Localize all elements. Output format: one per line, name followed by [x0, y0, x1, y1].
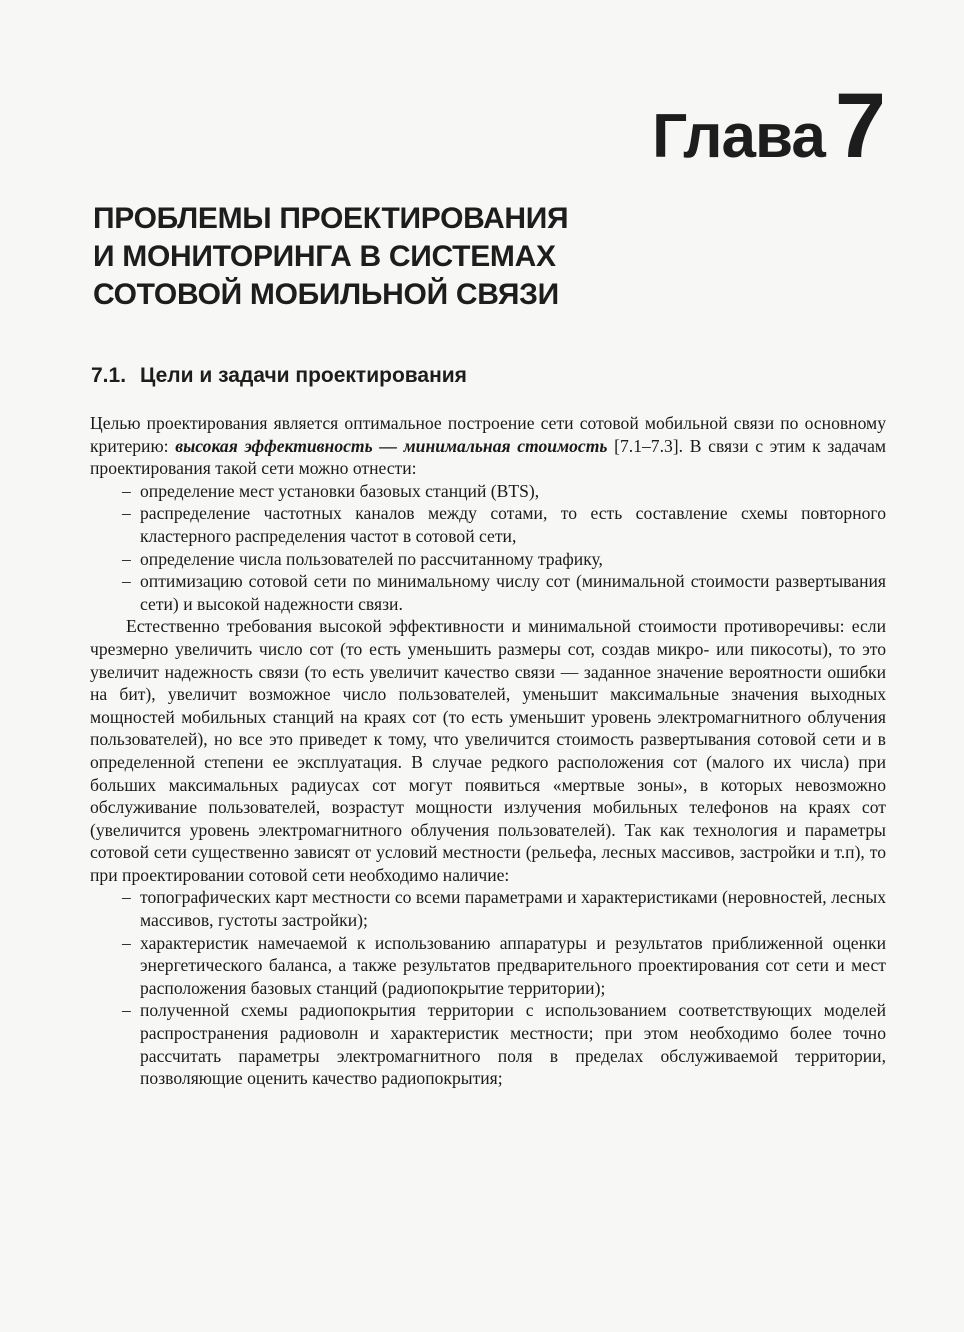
chapter-title [93, 200, 653, 314]
list-marker: – [122, 1000, 131, 1021]
list-marker: – [122, 932, 131, 953]
list-item [122, 886, 886, 931]
list-item [122, 999, 886, 1089]
section-number: 7.1. [91, 364, 127, 387]
chapter-word: Глава [652, 102, 825, 171]
list-marker: – [122, 571, 131, 592]
tasks-list [90, 480, 886, 616]
chapter-heading [652, 75, 886, 177]
list-item [122, 932, 886, 1000]
list-marker: – [122, 480, 131, 501]
list-item-text: определение мест установки базовых станций (BTS), [140, 480, 540, 501]
list-item-text: распределение частотных каналов между сотами, то есть составление схемы повторного кластерного распределения частот в сотовой сети, [140, 503, 886, 546]
chapter-number: 7 [834, 75, 886, 177]
list-item-text: характеристик намечаемой к использованию аппаратуры и результатов приближенной оценки энергетического баланса, а также результатов предварительного проектирования сот сети и мест расположения базовых станций (радиопокрытие территории); [140, 932, 886, 998]
requirements-list [90, 886, 886, 1089]
list-marker: – [122, 887, 131, 908]
chapter-title-line: ПРОБЛЕМЫ ПРОЕКТИРОВАНИЯ [93, 202, 569, 235]
list-item-text: полученной схемы радиопокрытия территории с использованием соответствующих моделей распространения радиоволн и характеристик местности; при этом необходимо более точно рассчитать параметры электромагнитного поля в пределах обслуживаемой территории, позволяющие оценить качество радиопокрытия; [140, 1000, 886, 1089]
list-item [122, 502, 886, 547]
list-item [122, 480, 886, 503]
body-text [90, 412, 886, 1090]
list-marker: – [122, 548, 131, 569]
main-paragraph: Естественно требования высокой эффективности и минимальной стоимости противоречивы: если чрезмерно увеличить число сот (то есть уменьшить размеры сот, создав микро- или пикосоты), то это увеличит надежность связи (то есть увеличит качество связи — заданное значение вероятности ошибки на бит), увеличит возможное число пользователей, уменьшит максимальные значения выходных мощностей мобильных станций на краях сот (то есть уменьшит уровень электромагнитного облучения пользователей), но все это приведет к тому, что увеличится стоимость развертывания сотовой сети и в определенной степени ее эксплуатация. В случае редкого расположения сот (малого их числа) при больших максимальных радиусах сот могут появиться «мертвые зоны», в которых невозможно обслуживание пользователей, возрастут мощности излучения мобильных телефонов на краях сот (увеличится уровень электромагнитного облучения пользователей). Так как технология и параметры сотовой сети существенно зависят от условий местности (рельефа, лесных массивов, застройки и т.п), то при проектировании сотовой сети необходимо наличие: [90, 616, 886, 885]
intro-text-end: [7.1–7.3]. В связи с этим к задачам проектирования такой сети можно отнести: [90, 435, 887, 479]
section-title: Цели и задачи проектирования [140, 364, 467, 387]
chapter-title-line: СОТОВОЙ МОБИЛЬНОЙ СВЯЗИ [93, 278, 559, 311]
chapter-title-line: И МОНИТОРИНГА В СИСТЕМАХ [93, 240, 556, 273]
list-item [122, 570, 886, 615]
section-heading [91, 364, 467, 388]
intro-emphasis: высокая эффективность — минимальная стоимость [175, 435, 608, 456]
list-item-text: оптимизацию сотовой сети по минимальному числу сот (минимальной стоимости развертывания сети) и высокой надежности связи. [140, 571, 886, 614]
list-item [122, 548, 886, 571]
intro-text: Целью проектирования является оптимальное построение сети сотовой мобильной связи по основному критерию: [90, 413, 886, 456]
list-item-text: топографических карт местности со всеми параметрами и характеристиками (неровностей, лесных массивов, густоты застройки); [140, 887, 886, 931]
list-marker: – [122, 503, 131, 524]
list-item-text: определение числа пользователей по рассчитанному трафику, [140, 548, 603, 569]
intro-paragraph [90, 412, 886, 480]
